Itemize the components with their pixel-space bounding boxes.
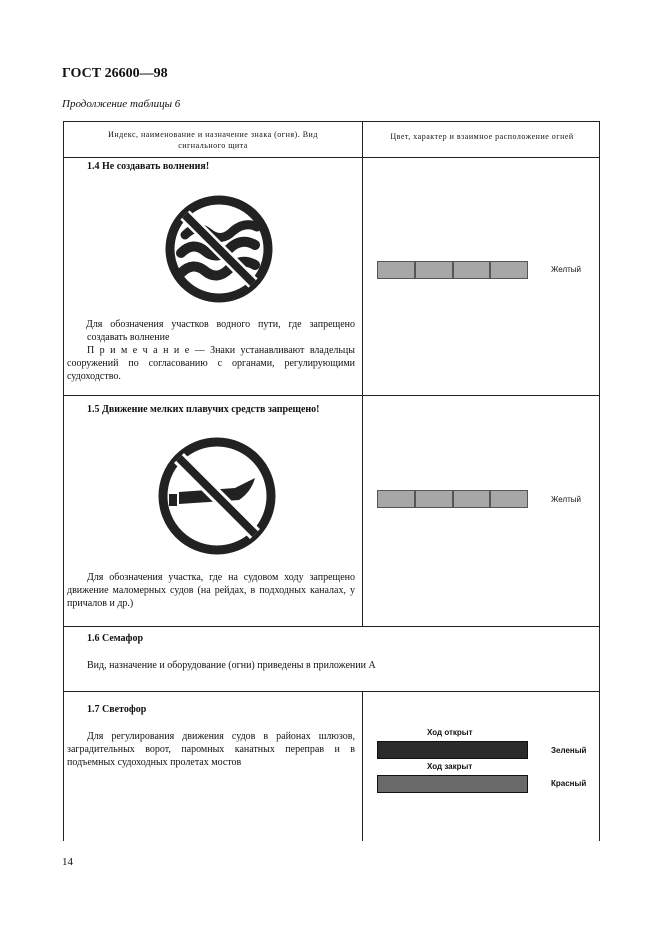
row-desc-1-6: Вид, назначение и оборудование (огни) приведены в приложении А: [87, 660, 376, 671]
row-desc-1-4: Для обозначения участков водного пути, где запрещено создавать волнение: [86, 319, 355, 343]
row-title-1-4: 1.4 Не создавать волнения!: [87, 161, 210, 172]
yellow-light-bar: [377, 261, 528, 279]
header-col-index: Индекс, наименование и назначение знака (огня). Вид сигнального щита: [108, 130, 318, 150]
table-border-top: [63, 121, 600, 122]
light-segment: [378, 491, 414, 507]
standard-title: ГОСТ 26600—98: [62, 66, 168, 81]
light-segment: [454, 262, 490, 278]
green-light-bar: [377, 741, 528, 759]
green-color-label: Зеленый: [551, 746, 587, 755]
light-segment: [416, 262, 452, 278]
signs-table: [63, 121, 600, 841]
light-color-label: Желтый: [551, 495, 582, 504]
light-segment: [491, 491, 527, 507]
table-border-right: [599, 121, 600, 841]
light-segment: [416, 491, 452, 507]
row-divider: [63, 626, 600, 627]
header-col-color: Цвет, характер и взаимное расположение огней: [390, 132, 574, 141]
row-note-1-4: П р и м е ч а н и е — Знаки устанавливают владельцы сооружений по согласованию с органами, регулирующими судоходство.: [67, 345, 355, 382]
row-divider: [63, 691, 600, 692]
table-continuation-caption: Продолжение таблицы 6: [62, 98, 181, 110]
row-desc-1-5: Для обозначения участка, где на судовом ходу запрещено движение маломерных судов (на рейдах, в подходных каналах, у причалов и др.): [67, 572, 355, 609]
table-border-left: [63, 121, 64, 841]
column-divider: [362, 692, 363, 841]
row-desc-1-7: Для регулирования движения судов в районах шлюзов, заградительных ворот, паромных канатных переправ и в подъемных судоходных пролетах мостов: [67, 731, 355, 768]
light-color-label: Желтый: [551, 265, 582, 274]
no-small-craft-sign-icon: [155, 434, 279, 558]
page-number: 14: [62, 856, 73, 868]
no-waves-sign-icon: [163, 193, 275, 305]
red-color-label: Красный: [551, 779, 587, 788]
light-segment: [378, 262, 414, 278]
row-title-1-5: 1.5 Движение мелких плавучих средств запрещено!: [87, 404, 320, 415]
light-segment: [491, 262, 527, 278]
red-light-bar: [377, 775, 528, 793]
header-divider: [63, 157, 600, 158]
light-segment: [454, 491, 490, 507]
yellow-light-bar: [377, 490, 528, 508]
way-closed-label: Ход закрыт: [427, 762, 473, 771]
row-title-1-7: 1.7 Светофор: [87, 704, 147, 715]
column-divider: [362, 121, 363, 627]
row-title-1-6: 1.6 Семафор: [87, 633, 144, 644]
way-open-label: Ход открыт: [427, 728, 473, 737]
row-divider: [63, 395, 600, 396]
